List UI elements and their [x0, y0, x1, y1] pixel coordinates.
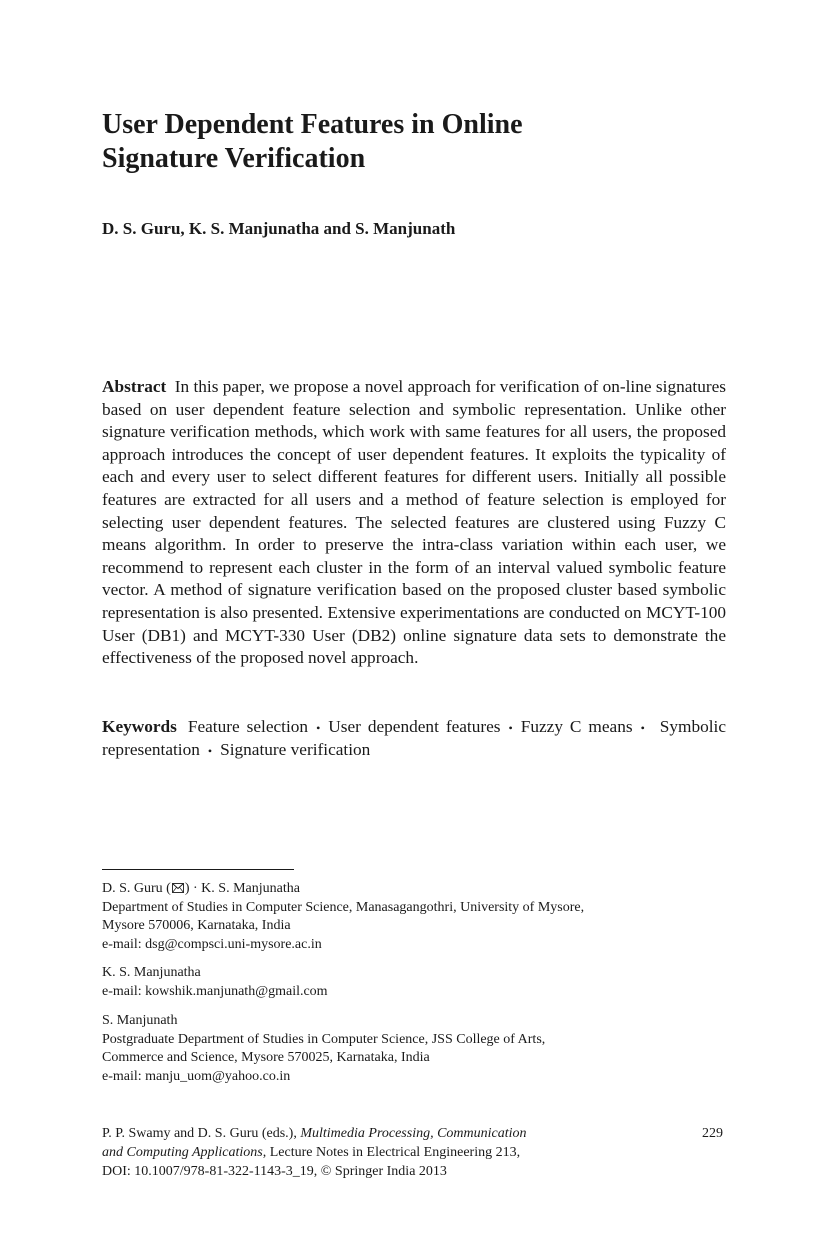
author-list: D. S. Guru, K. S. Manjunatha and S. Manjunath — [102, 219, 456, 238]
citation-doi: DOI: 10.1007/978-81-322-1143-3_19, © Springer India 2013 — [102, 1164, 447, 1179]
paper-title — [102, 108, 742, 176]
affiliation-email: e-mail: dsg@compsci.uni-mysore.ac.in — [102, 936, 322, 952]
affiliation-department: Postgraduate Department of Studies in Computer Science, JSS College of Arts, — [102, 1031, 546, 1047]
affiliation-block — [102, 964, 742, 1001]
keyword-item: Symbolic representation — [102, 717, 726, 760]
keyword-item: Signature verification — [220, 740, 371, 760]
affiliation-email: e-mail: kowshik.manjunath@gmail.com — [102, 983, 328, 999]
keyword-separator: • — [508, 720, 513, 735]
affiliation-names: D. S. Guru ( ) · K. S. Manjunatha — [102, 881, 300, 896]
envelope-icon — [172, 883, 184, 893]
affiliation-block — [102, 880, 742, 954]
affiliation-names: S. Manjunath — [102, 1013, 178, 1028]
citation-line-2: and Computing Applications, Lecture Notes in Electrical Engineering 213, — [102, 1145, 521, 1160]
title-line-1: User Dependent Features in Online — [102, 109, 523, 140]
keyword-item: Feature selection — [187, 717, 309, 736]
title-line-2: Signature Verification — [102, 143, 366, 174]
affiliation-block — [102, 1012, 742, 1086]
abstract-text: In this paper, we propose a novel approach for verification of on-line signatures based on user dependent feature selection and symbolic representation. Unlike other signature verification methods, which work with same features for all users, the proposed approach introduces the concept of user dependent features. It exploits the typicality of each and every user to select different features for different users. Initially all possible features are extracted for all users and a method of feature selection is employed for selecting user dependent features. The selected features are clustered using Fuzzy C means algorithm. In order to preserve the intra-class variation within each user, we recommend to represent each cluster in the form of an interval valued symbolic feature vector. A method of signature verification based on the proposed cluster based symbolic representation is also presented. Extensive experimentations are conducted on MCYT-100 User (DB1) and MCYT-330 User (DB2) online signature data sets to demonstrate the effectiveness of the proposed novel approach. — [102, 377, 726, 668]
affiliation-address: Mysore 570006, Karnataka, India — [102, 918, 291, 934]
affiliation-address: Commerce and Science, Mysore 570025, Karnataka, India — [102, 1050, 430, 1066]
affiliation-email: e-mail: manju_uom@yahoo.co.in — [102, 1068, 291, 1084]
citation-footer — [102, 1124, 642, 1181]
citation-line-1: P. P. Swamy and D. S. Guru (eds.), Multimedia Processing, Communication — [102, 1126, 527, 1141]
keywords — [102, 716, 726, 763]
keywords-label: Keywords — [102, 717, 177, 736]
keyword-item: Fuzzy C means — [520, 717, 633, 736]
abstract — [102, 376, 726, 670]
keyword-separator: • — [316, 720, 321, 735]
affiliation-department: Department of Studies in Computer Science, Manasagangothri, University of Mysore, — [102, 899, 585, 915]
keyword-separator: • — [640, 720, 645, 735]
affiliation-names: K. S. Manjunatha — [102, 965, 201, 980]
footnote-divider — [102, 869, 294, 870]
abstract-label: Abstract — [102, 377, 167, 396]
keyword-item: User dependent features — [328, 717, 501, 736]
page-number: 229 — [702, 1126, 723, 1141]
keyword-separator: • — [207, 744, 213, 759]
